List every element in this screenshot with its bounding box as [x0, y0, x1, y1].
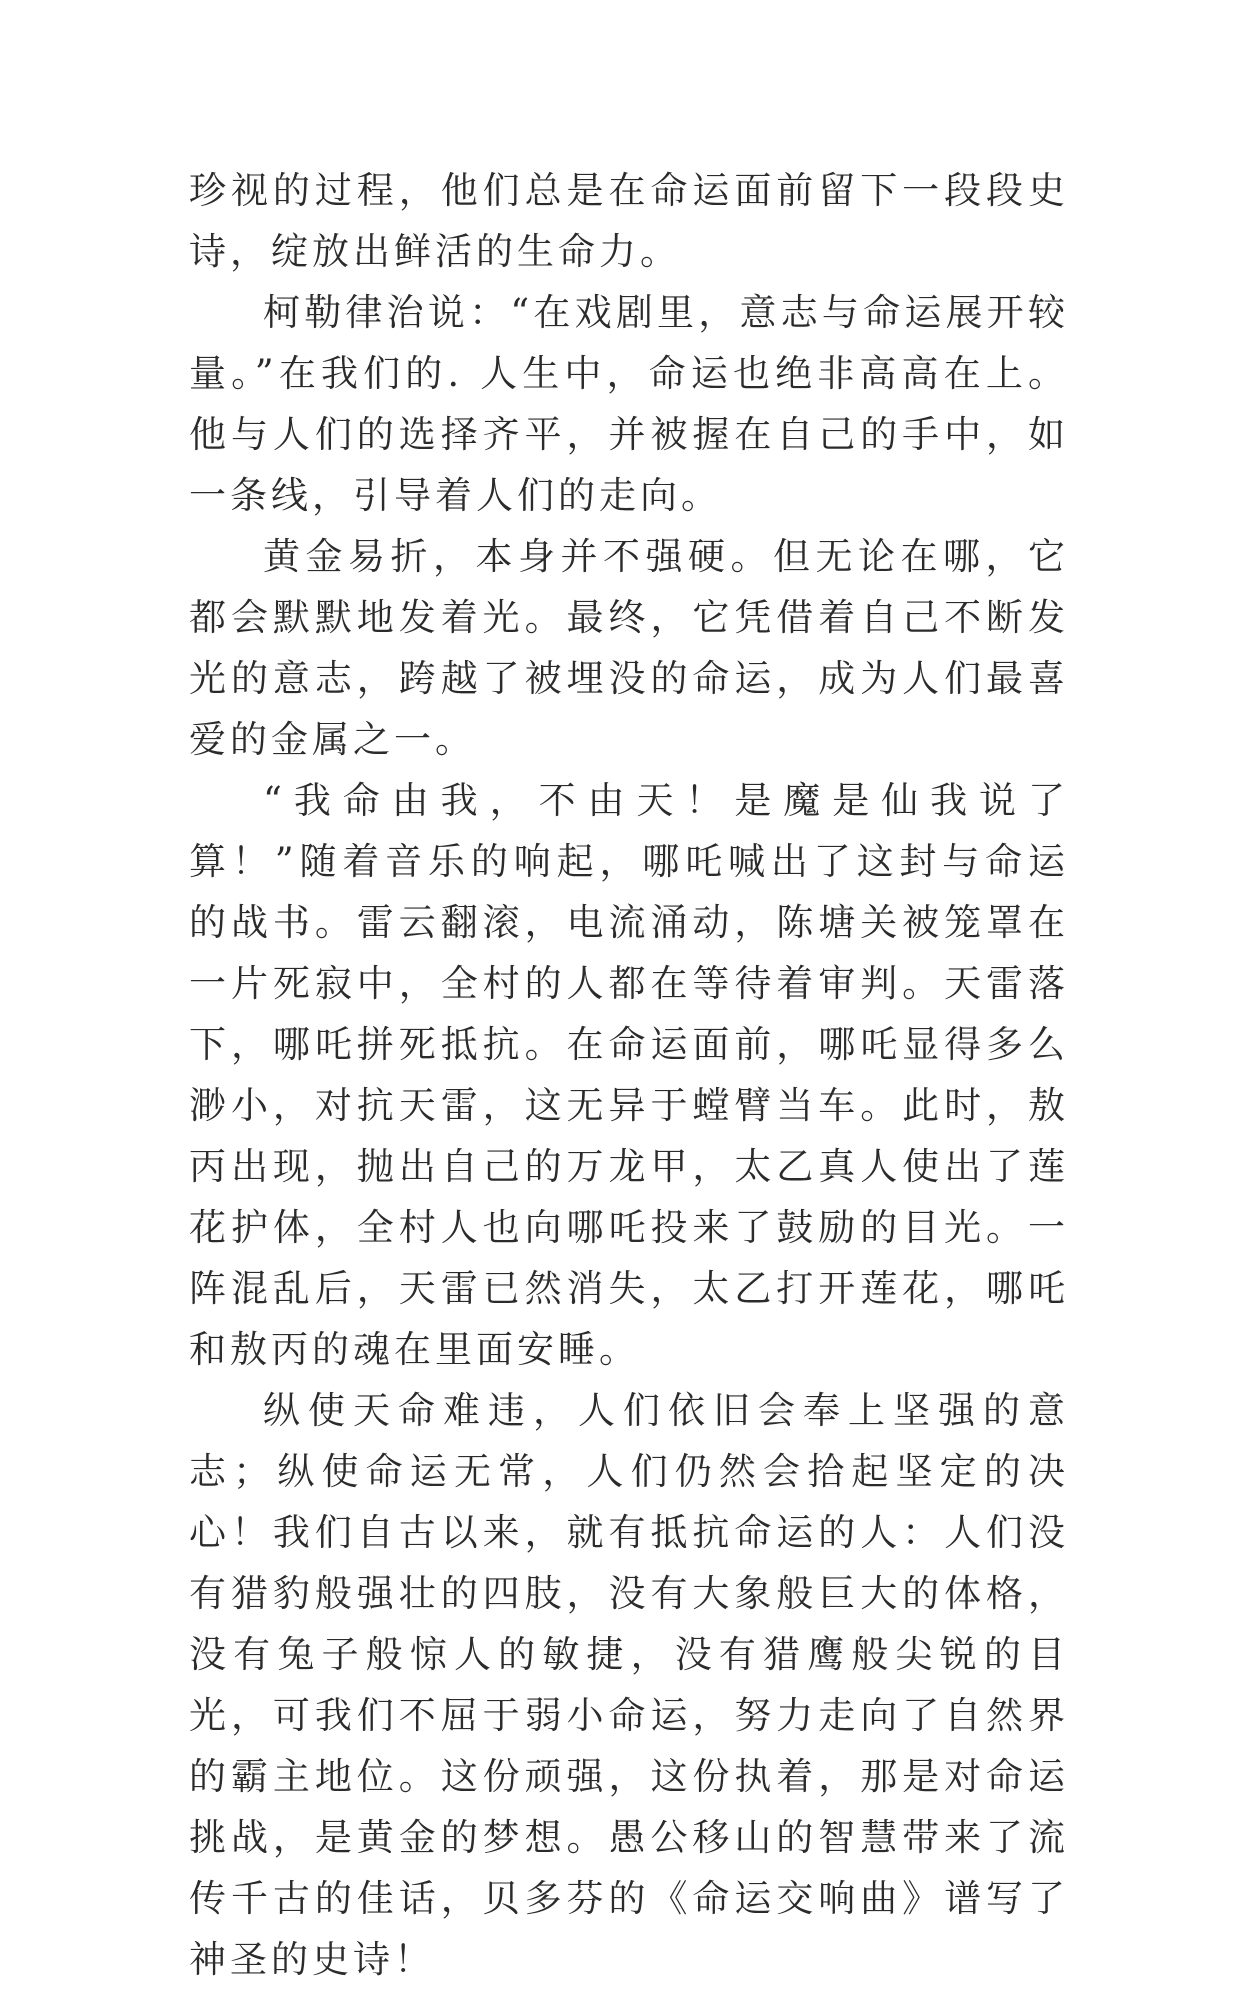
essay-body [189, 160, 1069, 1990]
paragraph-gold: 黄金易折，本身并不强硬。但无论在哪，它都会默默地发着光。最终，它凭借着自己不断发光的意志，跨越了被埋没的命运，成为人们最喜爱的金属之一。 [189, 535, 1069, 761]
paragraph-coleridge: 柯勒律治说：“在戏剧里，意志与命运展开较量。”在我们的. 人生中，命运也绝非高高在上。他与人们的选择齐平，并被握在自己的手中，如一条线，引导着人们的走向。 [189, 291, 1069, 517]
paragraph-continuation: 珍视的过程，他们总是在命运面前留下一段段史诗，绽放出鲜活的生命力。 [189, 169, 1069, 273]
paragraph-conclusion: 纵使天命难违，人们依旧会奉上坚强的意志；纵使命运无常，人们仍然会拾起坚定的决心！我们自古以来，就有抵抗命运的人：人们没有猎豹般强壮的四肢，没有大象般巨大的体格，没有兔子般惊人的敏捷，没有猎鹰般尖锐的目光，可我们不屈于弱小命运，努力走向了自然界的霸主地位。这份顽强，这份执着，那是对命运挑战，是黄金的梦想。愚公移山的智慧带来了流传千古的佳话，贝多芬的《命运交响曲》谱写了神圣的史诗！ [189, 1389, 1069, 1981]
paragraph-nezha: “我命由我，不由天！是魔是仙我说了算！”随着音乐的响起，哪吒喊出了这封与命运的战书。雷云翻滚，电流涌动，陈塘关被笼罩在一片死寂中，全村的人都在等待着审判。天雷落下，哪吒拼死抵抗。在命运面前，哪吒显得多么渺小，对抗天雷，这无异于螳臂当车。此时，敖丙出现，抛出自己的万龙甲，太乙真人使出了莲花护体，全村人也向哪吒投来了鼓励的目光。一阵混乱后，天雷已然消失，太乙打开莲花，哪吒和敖丙的魂在里面安睡。 [189, 779, 1069, 1371]
